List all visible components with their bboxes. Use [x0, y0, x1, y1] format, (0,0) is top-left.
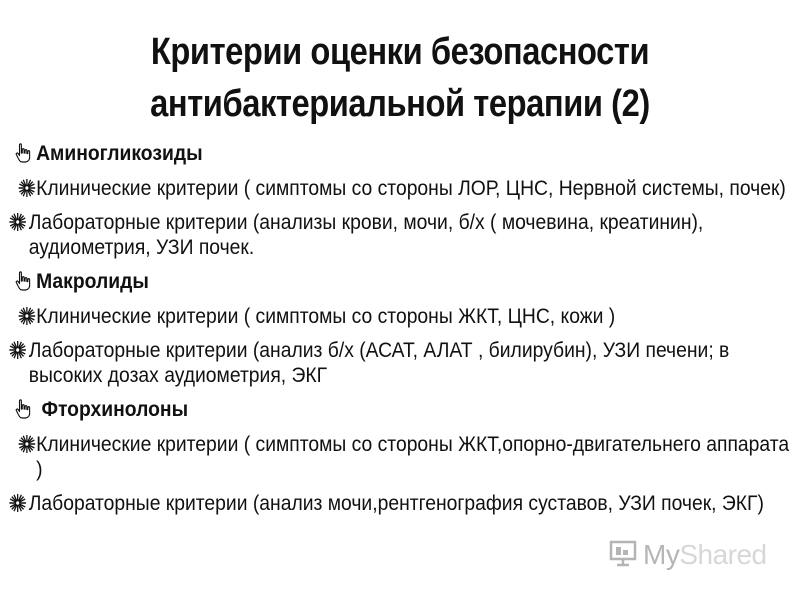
list-item-text: Клинические критерии ( симптомы со стороны ЖКТ, ЦНС, кожи )	[36, 305, 616, 328]
list-item-text: Лабораторные критерии (анализы крови, мочи, б/х ( мочевина, креатинин), аудиометрия, УЗИ почек.	[28, 211, 704, 259]
watermark	[609, 538, 767, 572]
star-burst-icon	[18, 306, 36, 328]
list-item-text: Лабораторные критерии (анализ мочи,рентгенография суставов, УЗИ почек, ЭКГ)	[28, 492, 764, 515]
list-item	[14, 432, 790, 482]
slide-title	[56, 26, 744, 130]
watermark-text: MyShared	[643, 539, 767, 570]
list-item	[14, 269, 790, 294]
list-item-text: Фторхинолоны	[36, 398, 189, 421]
list-item	[14, 141, 790, 166]
star-burst-icon	[18, 178, 36, 200]
list-item-text: Макролиды	[36, 270, 149, 293]
myshared-logo-icon	[609, 538, 639, 573]
star-burst-icon	[8, 212, 26, 234]
star-burst-icon	[8, 493, 26, 515]
list-item	[14, 304, 790, 329]
list-item	[14, 210, 783, 260]
list-item	[14, 338, 783, 388]
list-item	[14, 397, 790, 422]
list-item-text: Клинические критерии ( симптомы со стороны ЖКТ,опорно-двигательнего аппарата )	[36, 433, 790, 481]
list-item	[14, 176, 790, 201]
hand-pointing-icon	[14, 398, 32, 420]
star-burst-icon	[8, 340, 26, 362]
star-burst-icon	[18, 434, 36, 456]
list-item-text: Лабораторные критерии (анализ б/х (АСАТ, АЛАТ , билирубин), УЗИ печени; в высоких дозах аудиометрия, ЭКГ	[28, 339, 730, 387]
list-item	[14, 491, 783, 516]
hand-pointing-icon	[14, 142, 32, 164]
title-line-1: Критерии оценки безопасности	[150, 31, 650, 73]
list-item-text: Аминогликозиды	[36, 142, 203, 165]
title-line-2: антибактериальной терапии (2)	[150, 83, 650, 125]
hand-pointing-icon	[14, 270, 32, 292]
bullet-list	[14, 141, 790, 525]
list-item-text: Клинические критерии ( симптомы со стороны ЛОР, ЦНС, Нервной системы, почек)	[36, 177, 786, 200]
